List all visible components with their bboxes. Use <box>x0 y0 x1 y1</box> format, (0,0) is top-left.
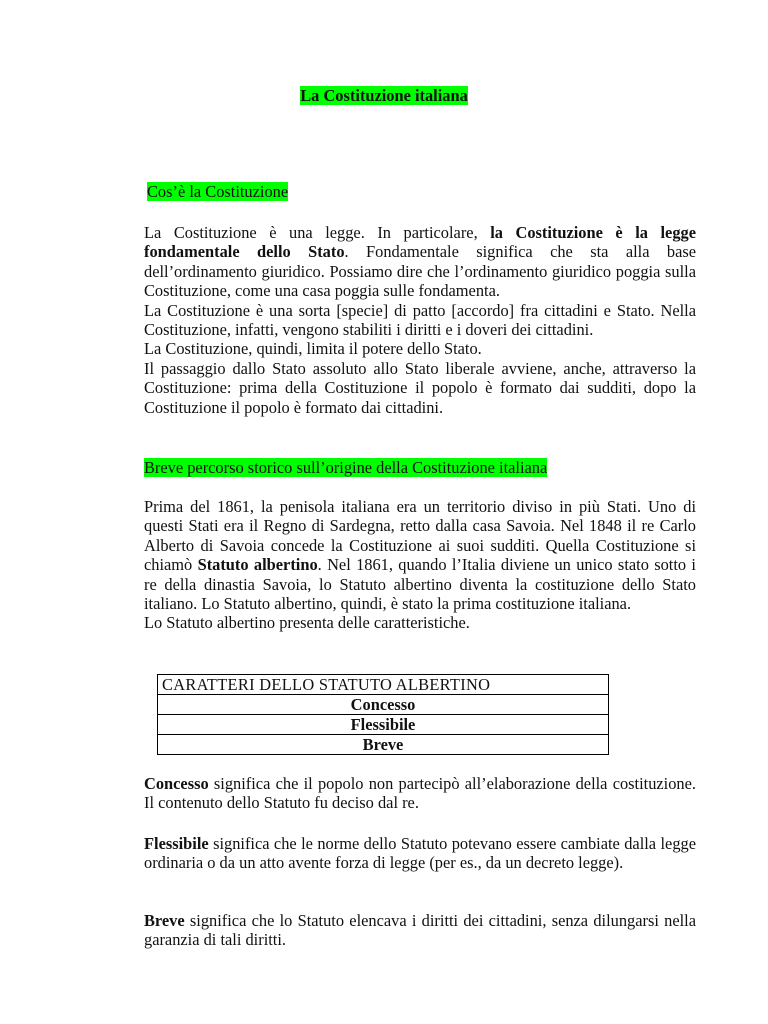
section-heading-history-text: Breve percorso storico sull’origine della Costituzione italiana <box>144 458 548 477</box>
table-header-cell: CARATTERI DELLO STATUTO ALBERTINO <box>158 675 609 695</box>
intro-p3: La Costituzione, quindi, limita il potere dello Stato. <box>144 339 482 359</box>
table-cell-flessibile: Flessibile <box>158 715 609 735</box>
table-header-row <box>158 675 609 695</box>
characteristics-table <box>157 674 609 755</box>
table-row <box>158 735 609 755</box>
document-title-text: La Costituzione italiana <box>300 86 468 105</box>
intro-p1-before: La Costituzione è una legge. In particolare, <box>144 223 491 242</box>
definition-flessibile <box>144 834 696 873</box>
definition-flessibile-term: Flessibile <box>144 834 209 853</box>
section-heading-history <box>144 458 547 478</box>
history-p1-before: Prima del 1861, la penisola italiana era un territorio diviso in più Stati. Uno di questi Stati era il Regno di Sardegna, retto dalla casa Savoia. Nel 1848 il re Carlo Alberto di Savoia concede la Costituzione ai suoi sudditi. Quella Costituzione si chiamò <box>144 497 696 575</box>
intro-paragraph <box>144 223 696 417</box>
table-cell-breve: Breve <box>158 735 609 755</box>
document-title <box>0 86 768 106</box>
table-row <box>158 695 609 715</box>
history-paragraph <box>144 497 696 633</box>
definition-flessibile-text: significa che le norme dello Statuto potevano essere cambiate dalla legge ordinaria o da un atto avente forza di legge (per es., da un decreto legge). <box>144 834 696 873</box>
intro-p1-after: . Fondamentale significa che sta alla base dell’ordinamento giuridico. Possiamo dire che l’ordinamento giuridico poggia sulla Costituzione, come una casa poggia sulle fondamenta. <box>144 242 696 301</box>
history-p1-after: . Nel 1861, quando l’Italia diviene un unico stato sotto i re della dinastia Savoia, lo Statuto albertino diventa la costituzione dello Stato italiano. Lo Statuto albertino, quindi, è stato la prima costituzione italiana. <box>144 555 696 614</box>
section-heading-intro-text: Cos’è la Costituzione <box>147 182 289 201</box>
intro-p2: La Costituzione è una sorta [specie] di patto [accordo] fra cittadini e Stato. Nella Costituzione, infatti, vengono stabiliti i diritti e i doveri dei cittadini. <box>144 300 696 340</box>
section-heading-intro <box>147 182 288 202</box>
definition-breve <box>144 911 696 950</box>
definition-breve-term: Breve <box>144 911 185 930</box>
definition-concesso-term: Concesso <box>144 774 209 793</box>
table-row <box>158 715 609 735</box>
history-p1-bold: Statuto albertino <box>197 555 318 575</box>
intro-p1-bold: la Costituzione è la legge fondamentale dello Stato <box>144 223 696 262</box>
intro-p4: Il passaggio dallo Stato assoluto allo Stato liberale avviene, anche, attraverso la Costituzione: prima della Costituzione il popolo è formato dai sudditi, dopo la Costituzione il popolo è formato dai cittadini. <box>144 358 696 417</box>
definition-breve-text: significa che lo Statuto elencava i diritti dei cittadini, senza dilungarsi nella garanzia di tali diritti. <box>144 911 696 950</box>
definition-concesso-text: significa che il popolo non partecipò all’elaborazione della costituzione. Il contenuto dello Statuto fu deciso dal re. <box>144 774 696 813</box>
table-cell-concesso: Concesso <box>158 695 609 715</box>
history-p2: Lo Statuto albertino presenta delle caratteristiche. <box>144 613 470 633</box>
definition-concesso <box>144 774 696 813</box>
